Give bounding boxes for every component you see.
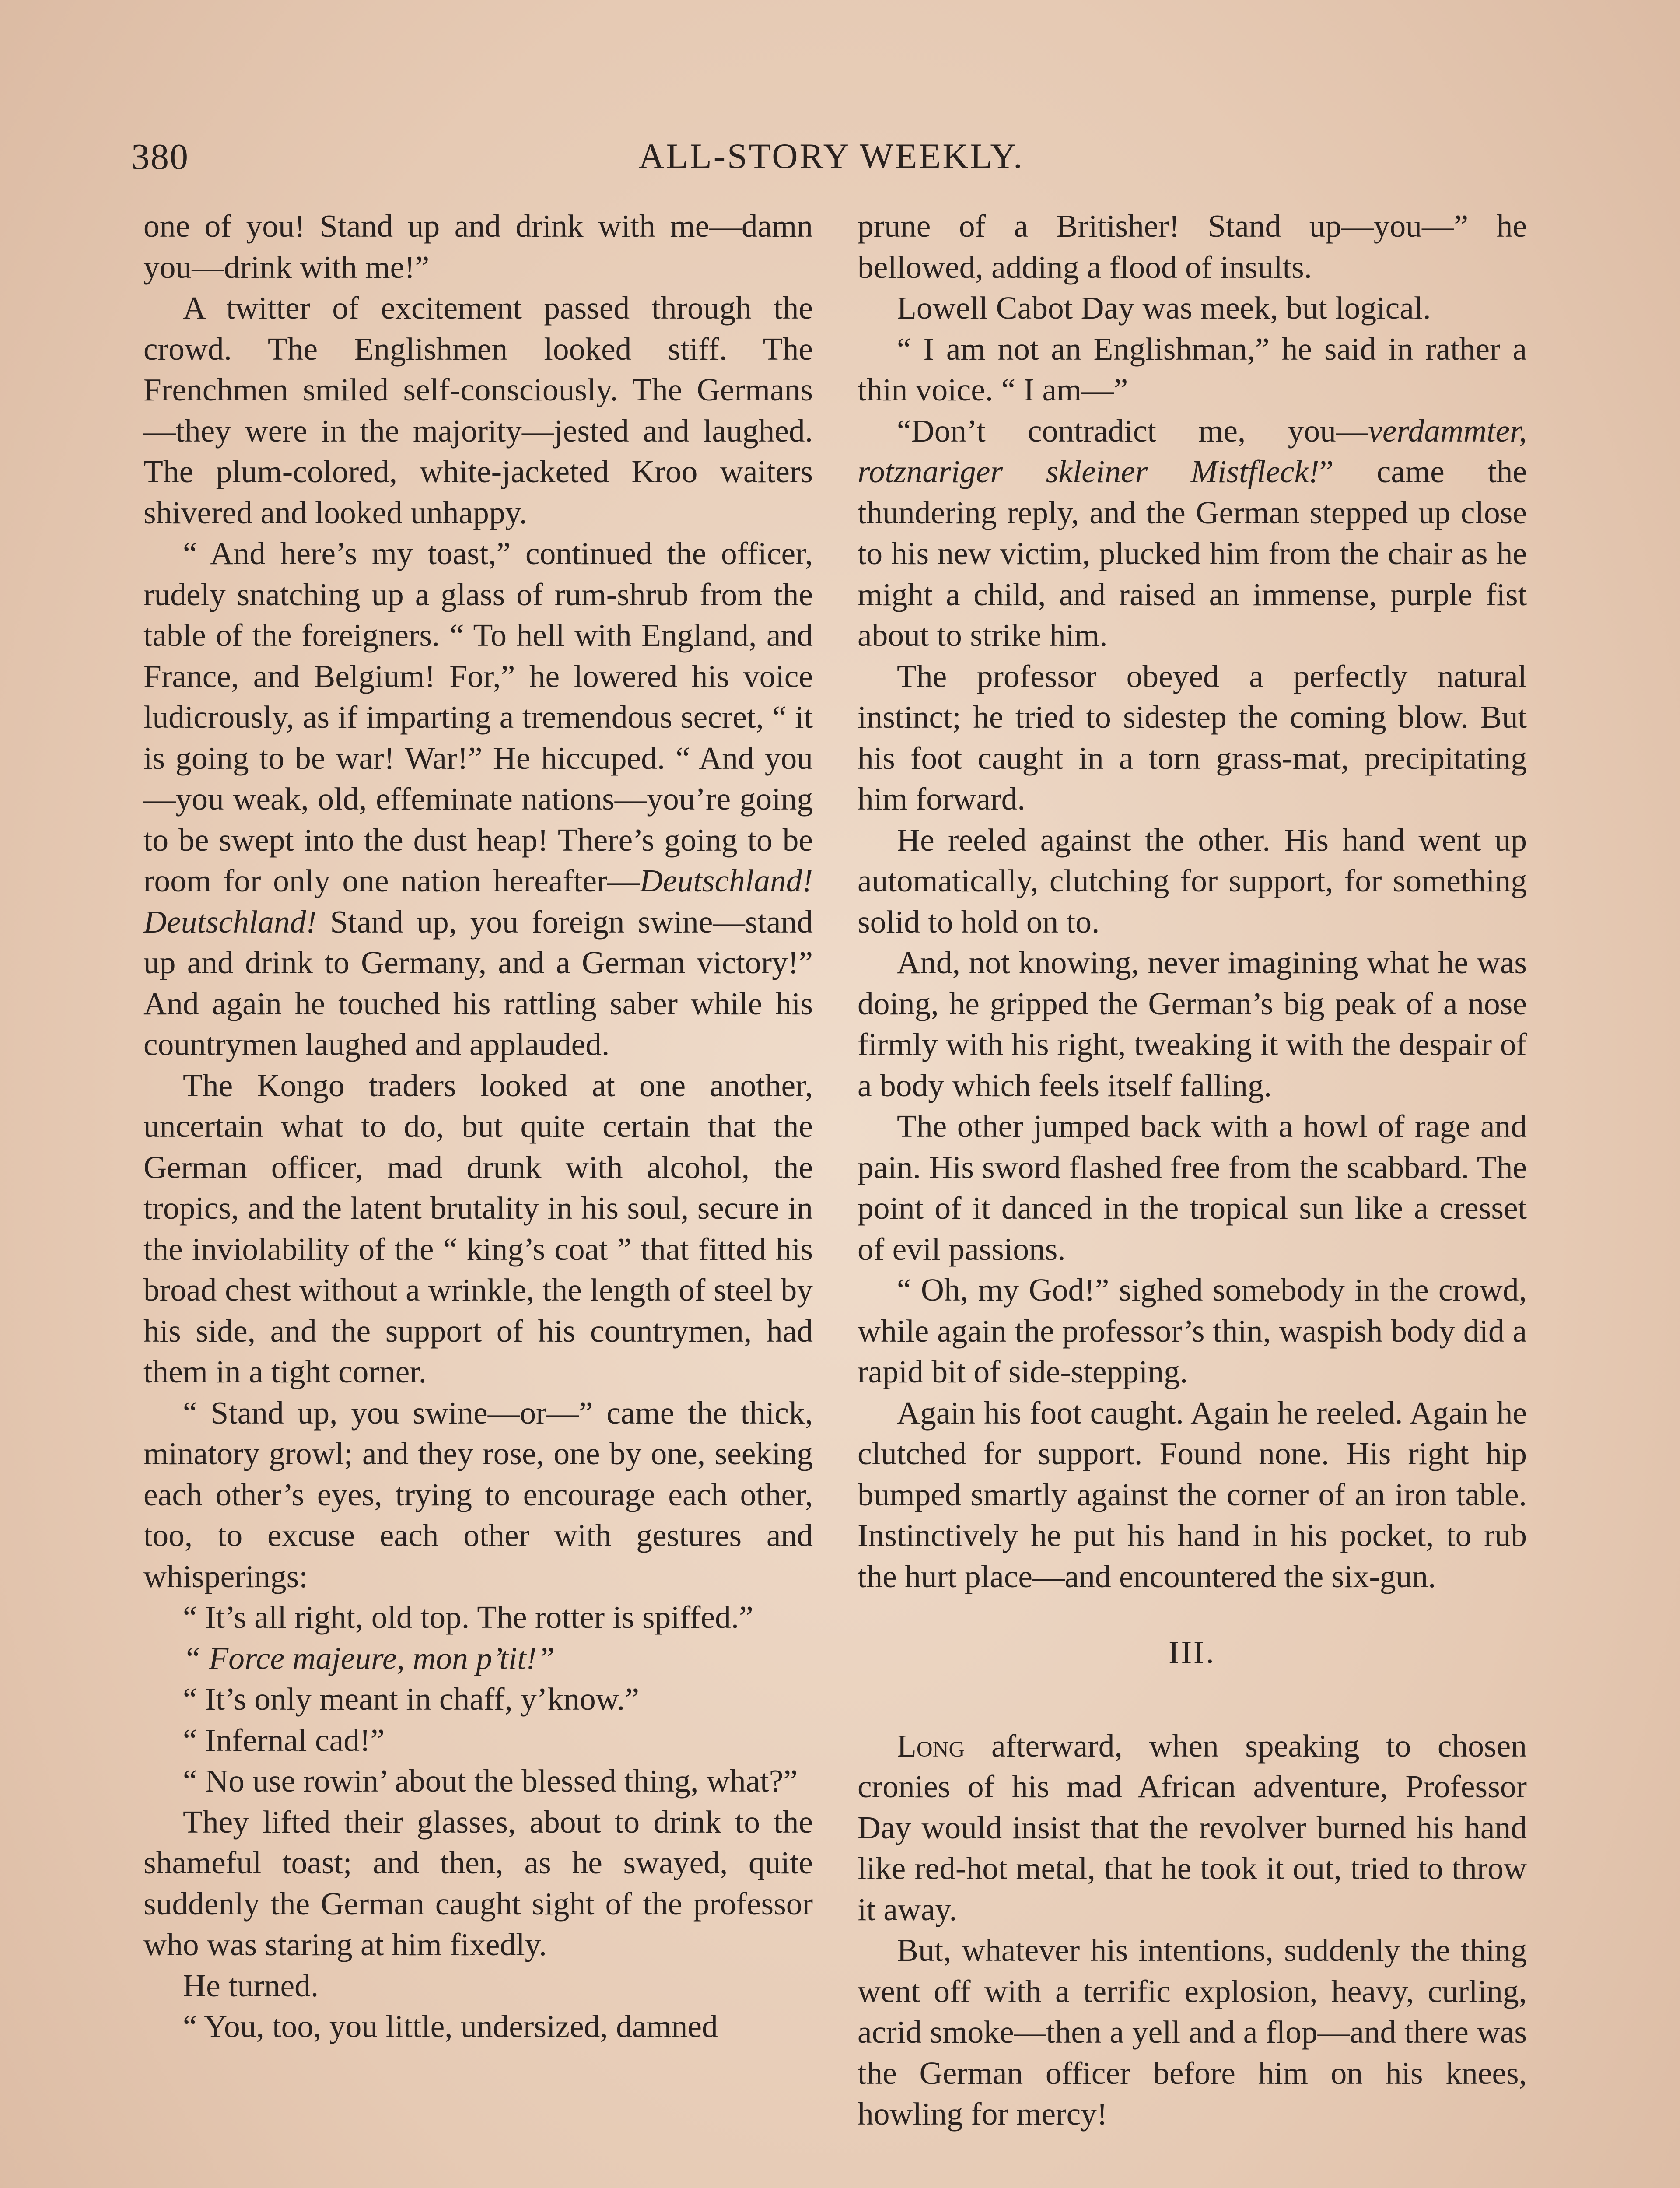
paragraph: “ It’s only meant in chaff, y’know.” — [183, 1681, 639, 1717]
paragraph: “ I am not an Englishman,” he said in rather a thin voice. “ I am—” — [858, 331, 1527, 407]
paragraph: one of you! Stand up and drink with me—damn you—drink with me!” — [144, 208, 813, 285]
paragraph: The Kongo traders looked at one another, uncertain what to do, but quite certain that the German officer, mad drunk with alcohol, the tropics, and the latent brutality in his soul, secure in the inviolability of the “ king’s coat ” that fitted his broad chest without a wrinkle, the length of steel by his side, and the support of his countrymen, had them in a tight corner. — [144, 1067, 813, 1389]
running-head: ALL-STORY WEEKLY. — [638, 136, 1024, 176]
paragraph: Again his foot caught. Again he reeled. Again he clutched for support. Found none. His right hip bumped smartly against the corner of an iron table. Instinctively he put his hand in his pocket, to rub the hurt place—and encountered the six-gun. — [858, 1395, 1527, 1594]
paragraph-text: “ And here’s my toast,” continued the officer, rudely snatching up a glass of rum-shrub from the table of the foreigners. “ To hell with England, and France, and Belgium! For,” he lowered his voice ludicrously, as if imparting a tremendous secret, “ it is going to be war! War!” He hiccuped. “ And you—you weak, old, effeminate nations—you’re going to be swept into the dust heap! There’s going to be room for only one nation hereafter— — [144, 536, 813, 898]
paragraph: “ You, too, you little, undersized, damned — [183, 2009, 718, 2044]
paragraph: “ Stand up, you swine—or—” came the thick, minatory growl; and they rose, one by one, seeking each other’s eyes, trying to encourage each other, too, to excuse each other with gestures and whisperings: — [144, 1395, 813, 1594]
paragraph-text: ” came the thundering reply, and the German stepped up close to his new victim, plucked him from the chair as he might a child, and raised an immense, purple fist about to strike him. — [858, 454, 1527, 653]
italic-text: Deutschland! Deutschland! — [144, 863, 813, 940]
paragraph: A twitter of excitement passed through the crowd. The Englishmen looked stiff. The Frenchmen smiled self-consciously. The Germans—they were in the majority—jested and laughed. The plum-colored, white-jacketed Kroo waiters shivered and looked unhappy. — [144, 290, 813, 530]
paragraph: prune of a Britisher! Stand up—you—” he bellowed, adding a flood of insults. — [858, 208, 1527, 285]
italic-text: verdammter, rotznariger skleiner Mistfleck! — [858, 413, 1527, 489]
paragraph: “ Infernal cad!” — [183, 1722, 385, 1758]
paragraph: And, not knowing, never imagining what he was doing, he gripped the German’s big peak of a nose firmly with his right, tweaking it with the despair of a body which feels itself falling. — [858, 945, 1527, 1103]
page-header — [131, 127, 1531, 188]
small-caps-lead: Long — [897, 1728, 965, 1764]
paragraph: “ No use rowin’ about the blessed thing, what?” — [183, 1763, 798, 1799]
paragraph: But, whatever his intentions, suddenly the thing went off with a terrific explosion, heavy, curling, acrid smoke—then a yell and a flop—and there was the German officer before him on his knees, howling for mercy! — [858, 1932, 1527, 2132]
right-column — [858, 206, 1527, 2135]
paragraph: “ Force majeure, mon p’tit!” — [183, 1640, 555, 1676]
paragraph — [144, 533, 813, 1065]
paragraph: “ It’s all right, old top. The rotter is spiffed.” — [183, 1599, 753, 1635]
paragraph — [858, 410, 1527, 656]
paragraph: They lifted their glasses, about to drink to the shameful toast; and then, as he swayed, quite suddenly the German caught sight of the professor who was staring at him fixedly. — [144, 1804, 813, 1962]
paragraph: The other jumped back with a howl of rage and pain. His sword flashed free from the scabbard. The point of it danced in the tropical sun like a cresset of evil passions. — [858, 1108, 1527, 1267]
paragraph: The professor obeyed a perfectly natural instinct; he tried to sidestep the coming blow. But his foot caught in a torn grass-mat, precipitating him forward. — [858, 658, 1527, 817]
paragraph-text: “Don’t contradict me, you— — [897, 413, 1368, 449]
paragraph: Lowell Cabot Day was meek, but logical. — [897, 290, 1431, 326]
paragraph: “ Oh, my God!” sighed somebody in the crowd, while again the professor’s thin, waspish body did a rapid bit of side-stepping. — [858, 1272, 1527, 1389]
paragraph: He reeled against the other. His hand went up automatically, clutching for support, for something solid to hold on to. — [858, 822, 1527, 940]
page-number: 380 — [131, 137, 189, 177]
paragraph: He turned. — [183, 1967, 319, 2003]
chapter-heading: III. — [1169, 1634, 1216, 1670]
paragraph-text: afterward, when speaking to chosen cronies of his mad African adventure, Professor Day would insist that the revolver burned his hand like red-hot metal, that he took it out, tried to throw it away. — [858, 1728, 1527, 1927]
paragraph-text: Stand up, you foreign swine—stand up and drink to Germany, and a German victory!” And again he touched his rattling saber while his countrymen laughed and applauded. — [144, 904, 813, 1062]
left-column — [144, 206, 813, 2047]
paragraph — [858, 1725, 1527, 1930]
